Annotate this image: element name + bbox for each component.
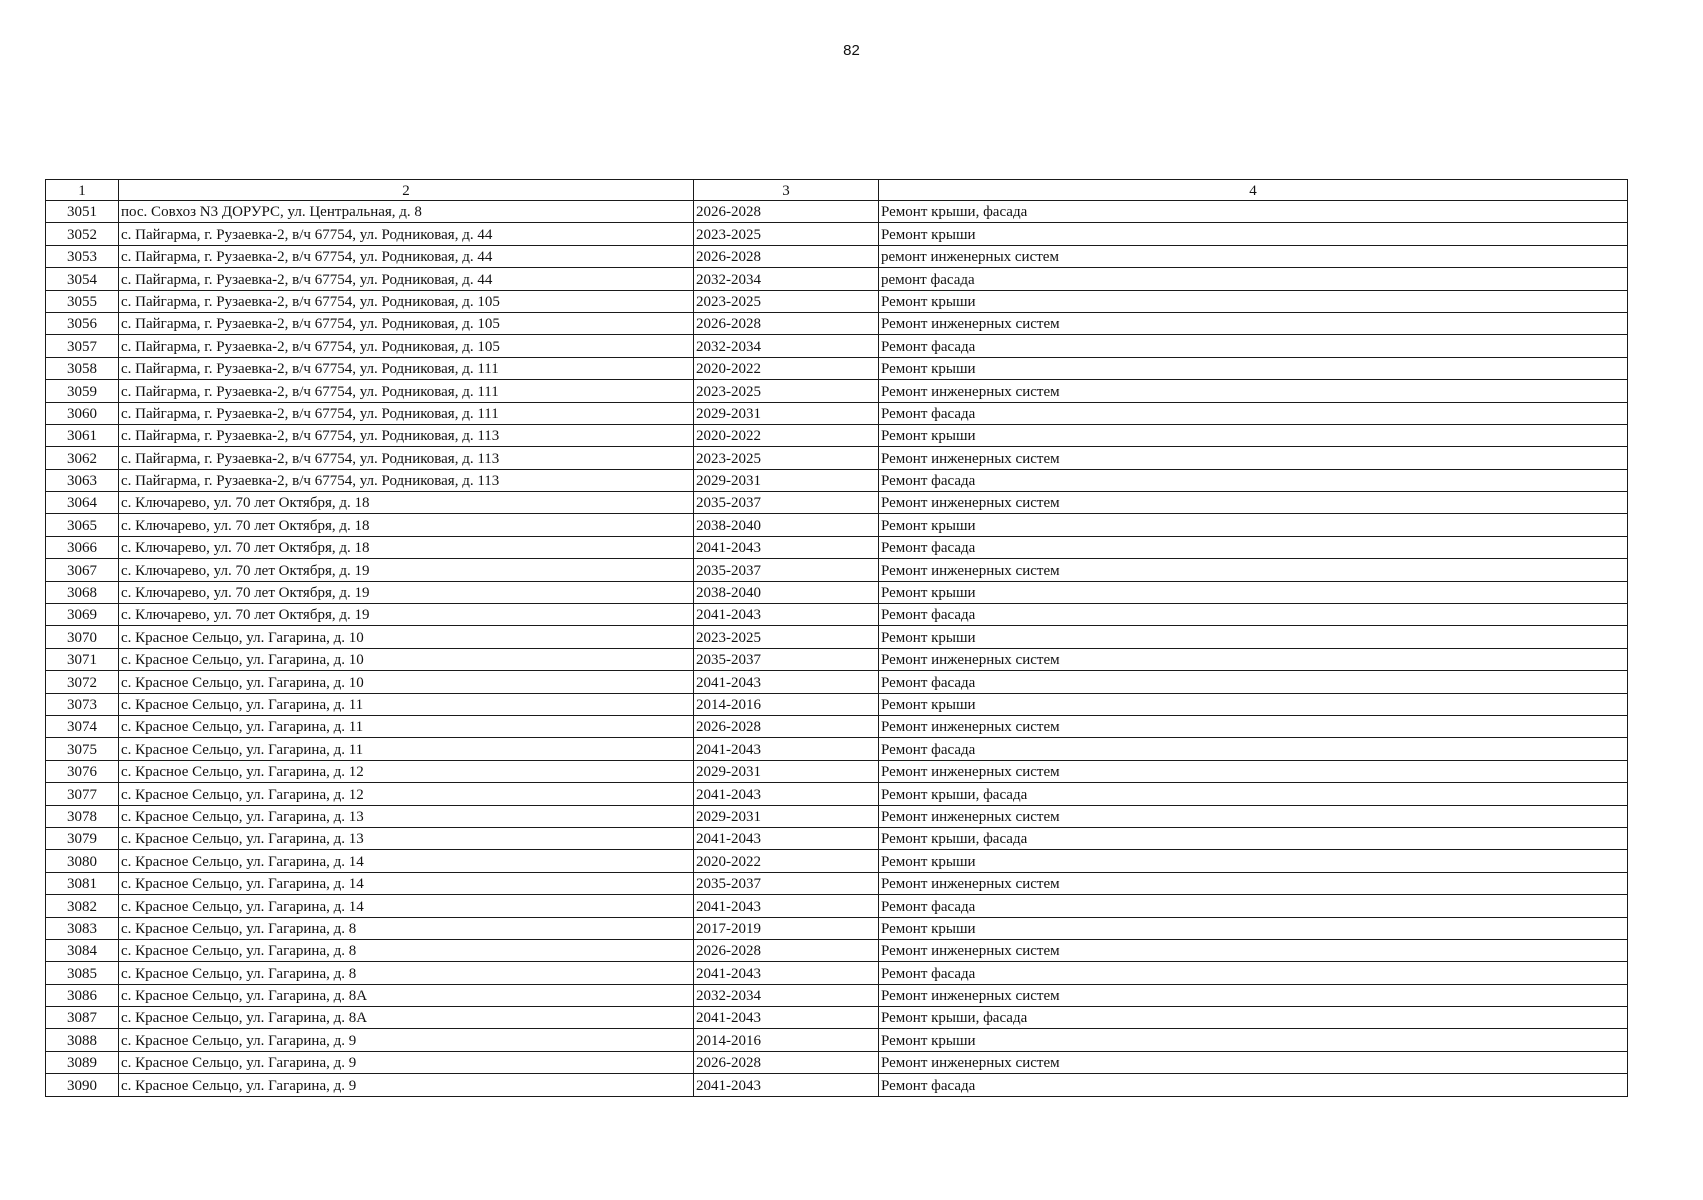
address-cell: с. Красное Сельцо, ул. Гагарина, д. 8А bbox=[119, 1007, 694, 1029]
table-row bbox=[46, 895, 1628, 917]
address-cell: с. Красное Сельцо, ул. Гагарина, д. 11 bbox=[119, 693, 694, 715]
row-number-cell: 3080 bbox=[46, 850, 119, 872]
row-number-cell: 3056 bbox=[46, 312, 119, 334]
address-cell: с. Ключарево, ул. 70 лет Октября, д. 18 bbox=[119, 514, 694, 536]
address-cell: с. Красное Сельцо, ул. Гагарина, д. 8А bbox=[119, 984, 694, 1006]
table-row bbox=[46, 335, 1628, 357]
address-cell: с. Красное Сельцо, ул. Гагарина, д. 13 bbox=[119, 805, 694, 827]
period-cell: 2041-2043 bbox=[694, 536, 879, 558]
row-number-cell: 3064 bbox=[46, 492, 119, 514]
work-type-cell: Ремонт инженерных систем bbox=[879, 760, 1628, 782]
header-col-4: 4 bbox=[879, 180, 1628, 201]
period-cell: 2026-2028 bbox=[694, 312, 879, 334]
period-cell: 2014-2016 bbox=[694, 693, 879, 715]
work-type-cell: Ремонт крыши bbox=[879, 290, 1628, 312]
period-cell: 2035-2037 bbox=[694, 559, 879, 581]
address-cell: с. Пайгарма, г. Рузаевка-2, в/ч 67754, ул. Родниковая, д. 105 bbox=[119, 335, 694, 357]
work-type-cell: Ремонт фасада bbox=[879, 536, 1628, 558]
row-number-cell: 3077 bbox=[46, 783, 119, 805]
work-type-cell: Ремонт инженерных систем bbox=[879, 984, 1628, 1006]
table-row bbox=[46, 962, 1628, 984]
period-cell: 2026-2028 bbox=[694, 715, 879, 737]
row-number-cell: 3075 bbox=[46, 738, 119, 760]
table-row bbox=[46, 1074, 1628, 1096]
address-cell: с. Ключарево, ул. 70 лет Октября, д. 18 bbox=[119, 492, 694, 514]
work-type-cell: Ремонт инженерных систем bbox=[879, 1051, 1628, 1073]
table-row bbox=[46, 984, 1628, 1006]
address-cell: с. Пайгарма, г. Рузаевка-2, в/ч 67754, ул. Родниковая, д. 44 bbox=[119, 245, 694, 267]
row-number-cell: 3083 bbox=[46, 917, 119, 939]
header-row bbox=[46, 180, 1628, 201]
row-number-cell: 3071 bbox=[46, 648, 119, 670]
row-number-cell: 3079 bbox=[46, 827, 119, 849]
table-row bbox=[46, 827, 1628, 849]
table-row bbox=[46, 939, 1628, 961]
page-number: 82 bbox=[843, 42, 860, 59]
work-type-cell: ремонт фасада bbox=[879, 268, 1628, 290]
table-row bbox=[46, 693, 1628, 715]
period-cell: 2023-2025 bbox=[694, 626, 879, 648]
row-number-cell: 3065 bbox=[46, 514, 119, 536]
table-row bbox=[46, 850, 1628, 872]
row-number-cell: 3054 bbox=[46, 268, 119, 290]
work-type-cell: Ремонт инженерных систем bbox=[879, 648, 1628, 670]
row-number-cell: 3062 bbox=[46, 447, 119, 469]
work-type-cell: Ремонт инженерных систем bbox=[879, 872, 1628, 894]
work-type-cell: Ремонт инженерных систем bbox=[879, 939, 1628, 961]
address-cell: с. Пайгарма, г. Рузаевка-2, в/ч 67754, ул. Родниковая, д. 113 bbox=[119, 447, 694, 469]
work-type-cell: Ремонт инженерных систем bbox=[879, 715, 1628, 737]
work-type-cell: Ремонт инженерных систем bbox=[879, 312, 1628, 334]
work-type-cell: Ремонт крыши bbox=[879, 514, 1628, 536]
period-cell: 2038-2040 bbox=[694, 514, 879, 536]
work-type-cell: Ремонт инженерных систем bbox=[879, 380, 1628, 402]
address-cell: с. Красное Сельцо, ул. Гагарина, д. 10 bbox=[119, 648, 694, 670]
row-number-cell: 3057 bbox=[46, 335, 119, 357]
table-row bbox=[46, 1007, 1628, 1029]
row-number-cell: 3063 bbox=[46, 469, 119, 491]
row-number-cell: 3067 bbox=[46, 559, 119, 581]
work-type-cell: Ремонт крыши, фасада bbox=[879, 827, 1628, 849]
table-row bbox=[46, 536, 1628, 558]
period-cell: 2026-2028 bbox=[694, 245, 879, 267]
period-cell: 2032-2034 bbox=[694, 335, 879, 357]
period-cell: 2041-2043 bbox=[694, 604, 879, 626]
work-type-cell: Ремонт крыши bbox=[879, 917, 1628, 939]
row-number-cell: 3061 bbox=[46, 424, 119, 446]
row-number-cell: 3060 bbox=[46, 402, 119, 424]
table-row bbox=[46, 1051, 1628, 1073]
row-number-cell: 3052 bbox=[46, 223, 119, 245]
work-type-cell: Ремонт фасада bbox=[879, 402, 1628, 424]
work-type-cell: Ремонт крыши bbox=[879, 581, 1628, 603]
row-number-cell: 3076 bbox=[46, 760, 119, 782]
address-cell: с. Пайгарма, г. Рузаевка-2, в/ч 67754, ул. Родниковая, д. 44 bbox=[119, 223, 694, 245]
table-row bbox=[46, 872, 1628, 894]
address-cell: с. Красное Сельцо, ул. Гагарина, д. 9 bbox=[119, 1051, 694, 1073]
work-type-cell: Ремонт крыши bbox=[879, 1029, 1628, 1051]
table-row bbox=[46, 715, 1628, 737]
row-number-cell: 3084 bbox=[46, 939, 119, 961]
row-number-cell: 3059 bbox=[46, 380, 119, 402]
table-row bbox=[46, 201, 1628, 223]
row-number-cell: 3058 bbox=[46, 357, 119, 379]
period-cell: 2041-2043 bbox=[694, 1007, 879, 1029]
period-cell: 2020-2022 bbox=[694, 850, 879, 872]
address-cell: с. Красное Сельцо, ул. Гагарина, д. 9 bbox=[119, 1029, 694, 1051]
period-cell: 2041-2043 bbox=[694, 1074, 879, 1096]
address-cell: с. Красное Сельцо, ул. Гагарина, д. 11 bbox=[119, 715, 694, 737]
row-number-cell: 3086 bbox=[46, 984, 119, 1006]
row-number-cell: 3085 bbox=[46, 962, 119, 984]
work-type-cell: Ремонт инженерных систем bbox=[879, 559, 1628, 581]
table-body bbox=[46, 201, 1628, 1097]
row-number-cell: 3078 bbox=[46, 805, 119, 827]
work-type-cell: Ремонт фасада bbox=[879, 335, 1628, 357]
address-cell: с. Красное Сельцо, ул. Гагарина, д. 12 bbox=[119, 783, 694, 805]
period-cell: 2032-2034 bbox=[694, 984, 879, 1006]
work-type-cell: Ремонт фасада bbox=[879, 1074, 1628, 1096]
table-row bbox=[46, 805, 1628, 827]
work-type-cell: Ремонт инженерных систем bbox=[879, 805, 1628, 827]
work-type-cell: Ремонт фасада bbox=[879, 671, 1628, 693]
table-row bbox=[46, 469, 1628, 491]
address-cell: с. Пайгарма, г. Рузаевка-2, в/ч 67754, ул. Родниковая, д. 113 bbox=[119, 469, 694, 491]
row-number-cell: 3090 bbox=[46, 1074, 119, 1096]
address-cell: с. Красное Сельцо, ул. Гагарина, д. 8 bbox=[119, 917, 694, 939]
address-cell: с. Красное Сельцо, ул. Гагарина, д. 12 bbox=[119, 760, 694, 782]
work-type-cell: Ремонт крыши, фасада bbox=[879, 783, 1628, 805]
table-row bbox=[46, 312, 1628, 334]
table-row bbox=[46, 402, 1628, 424]
row-number-cell: 3055 bbox=[46, 290, 119, 312]
table-row bbox=[46, 648, 1628, 670]
header-col-1: 1 bbox=[46, 180, 119, 201]
address-cell: с. Пайгарма, г. Рузаевка-2, в/ч 67754, ул. Родниковая, д. 111 bbox=[119, 402, 694, 424]
row-number-cell: 3069 bbox=[46, 604, 119, 626]
address-cell: с. Красное Сельцо, ул. Гагарина, д. 10 bbox=[119, 671, 694, 693]
period-cell: 2041-2043 bbox=[694, 738, 879, 760]
row-number-cell: 3051 bbox=[46, 201, 119, 223]
period-cell: 2023-2025 bbox=[694, 223, 879, 245]
row-number-cell: 3072 bbox=[46, 671, 119, 693]
address-cell: с. Красное Сельцо, ул. Гагарина, д. 13 bbox=[119, 827, 694, 849]
table-row bbox=[46, 783, 1628, 805]
period-cell: 2035-2037 bbox=[694, 648, 879, 670]
period-cell: 2041-2043 bbox=[694, 962, 879, 984]
address-cell: с. Пайгарма, г. Рузаевка-2, в/ч 67754, ул. Родниковая, д. 113 bbox=[119, 424, 694, 446]
address-cell: с. Пайгарма, г. Рузаевка-2, в/ч 67754, ул. Родниковая, д. 105 bbox=[119, 290, 694, 312]
address-cell: с. Красное Сельцо, ул. Гагарина, д. 14 bbox=[119, 872, 694, 894]
period-cell: 2029-2031 bbox=[694, 805, 879, 827]
work-type-cell: Ремонт инженерных систем bbox=[879, 447, 1628, 469]
period-cell: 2032-2034 bbox=[694, 268, 879, 290]
table-header bbox=[46, 180, 1628, 201]
address-cell: с. Ключарево, ул. 70 лет Октября, д. 19 bbox=[119, 604, 694, 626]
work-type-cell: Ремонт фасада bbox=[879, 962, 1628, 984]
period-cell: 2020-2022 bbox=[694, 424, 879, 446]
period-cell: 2041-2043 bbox=[694, 895, 879, 917]
row-number-cell: 3088 bbox=[46, 1029, 119, 1051]
period-cell: 2020-2022 bbox=[694, 357, 879, 379]
table-row bbox=[46, 357, 1628, 379]
period-cell: 2035-2037 bbox=[694, 492, 879, 514]
address-cell: с. Красное Сельцо, ул. Гагарина, д. 11 bbox=[119, 738, 694, 760]
address-cell: с. Красное Сельцо, ул. Гагарина, д. 14 bbox=[119, 850, 694, 872]
address-cell: с. Красное Сельцо, ул. Гагарина, д. 14 bbox=[119, 895, 694, 917]
row-number-cell: 3074 bbox=[46, 715, 119, 737]
table-row bbox=[46, 447, 1628, 469]
work-type-cell: Ремонт крыши bbox=[879, 424, 1628, 446]
table-row bbox=[46, 738, 1628, 760]
work-type-cell: Ремонт крыши bbox=[879, 223, 1628, 245]
row-number-cell: 3053 bbox=[46, 245, 119, 267]
table-row bbox=[46, 223, 1628, 245]
period-cell: 2026-2028 bbox=[694, 201, 879, 223]
repair-schedule-table bbox=[45, 179, 1628, 1097]
address-cell: с. Красное Сельцо, ул. Гагарина, д. 9 bbox=[119, 1074, 694, 1096]
period-cell: 2023-2025 bbox=[694, 447, 879, 469]
address-cell: с. Пайгарма, г. Рузаевка-2, в/ч 67754, ул. Родниковая, д. 111 bbox=[119, 380, 694, 402]
period-cell: 2023-2025 bbox=[694, 380, 879, 402]
table-row bbox=[46, 268, 1628, 290]
period-cell: 2023-2025 bbox=[694, 290, 879, 312]
work-type-cell: Ремонт фасада bbox=[879, 469, 1628, 491]
address-cell: с. Красное Сельцо, ул. Гагарина, д. 10 bbox=[119, 626, 694, 648]
header-col-3: 3 bbox=[694, 180, 879, 201]
work-type-cell: Ремонт крыши, фасада bbox=[879, 1007, 1628, 1029]
period-cell: 2029-2031 bbox=[694, 469, 879, 491]
period-cell: 2035-2037 bbox=[694, 872, 879, 894]
period-cell: 2041-2043 bbox=[694, 783, 879, 805]
table-row bbox=[46, 424, 1628, 446]
address-cell: с. Ключарево, ул. 70 лет Октября, д. 19 bbox=[119, 581, 694, 603]
row-number-cell: 3087 bbox=[46, 1007, 119, 1029]
row-number-cell: 3073 bbox=[46, 693, 119, 715]
table-row bbox=[46, 1029, 1628, 1051]
address-cell: с. Пайгарма, г. Рузаевка-2, в/ч 67754, ул. Родниковая, д. 111 bbox=[119, 357, 694, 379]
address-cell: с. Пайгарма, г. Рузаевка-2, в/ч 67754, ул. Родниковая, д. 105 bbox=[119, 312, 694, 334]
row-number-cell: 3081 bbox=[46, 872, 119, 894]
table-row bbox=[46, 917, 1628, 939]
table-row bbox=[46, 380, 1628, 402]
address-cell: с. Ключарево, ул. 70 лет Октября, д. 19 bbox=[119, 559, 694, 581]
address-cell: с. Ключарево, ул. 70 лет Октября, д. 18 bbox=[119, 536, 694, 558]
row-number-cell: 3089 bbox=[46, 1051, 119, 1073]
work-type-cell: Ремонт фасада bbox=[879, 895, 1628, 917]
work-type-cell: Ремонт инженерных систем bbox=[879, 492, 1628, 514]
table-row bbox=[46, 581, 1628, 603]
table-row bbox=[46, 626, 1628, 648]
address-cell: с. Пайгарма, г. Рузаевка-2, в/ч 67754, ул. Родниковая, д. 44 bbox=[119, 268, 694, 290]
period-cell: 2041-2043 bbox=[694, 671, 879, 693]
table-row bbox=[46, 671, 1628, 693]
work-type-cell: ремонт инженерных систем bbox=[879, 245, 1628, 267]
table-row bbox=[46, 514, 1628, 536]
header-col-2: 2 bbox=[119, 180, 694, 201]
work-type-cell: Ремонт крыши bbox=[879, 357, 1628, 379]
work-type-cell: Ремонт фасада bbox=[879, 604, 1628, 626]
address-cell: с. Красное Сельцо, ул. Гагарина, д. 8 bbox=[119, 939, 694, 961]
work-type-cell: Ремонт крыши, фасада bbox=[879, 201, 1628, 223]
row-number-cell: 3070 bbox=[46, 626, 119, 648]
period-cell: 2029-2031 bbox=[694, 760, 879, 782]
row-number-cell: 3068 bbox=[46, 581, 119, 603]
table-row bbox=[46, 604, 1628, 626]
period-cell: 2029-2031 bbox=[694, 402, 879, 424]
period-cell: 2026-2028 bbox=[694, 1051, 879, 1073]
period-cell: 2026-2028 bbox=[694, 939, 879, 961]
period-cell: 2014-2016 bbox=[694, 1029, 879, 1051]
address-cell: с. Красное Сельцо, ул. Гагарина, д. 8 bbox=[119, 962, 694, 984]
address-cell: пос. Совхоз N3 ДОРУРС, ул. Центральная, д. 8 bbox=[119, 201, 694, 223]
table-row bbox=[46, 559, 1628, 581]
row-number-cell: 3082 bbox=[46, 895, 119, 917]
work-type-cell: Ремонт крыши bbox=[879, 693, 1628, 715]
period-cell: 2017-2019 bbox=[694, 917, 879, 939]
work-type-cell: Ремонт фасада bbox=[879, 738, 1628, 760]
work-type-cell: Ремонт крыши bbox=[879, 626, 1628, 648]
table-row bbox=[46, 290, 1628, 312]
table-row bbox=[46, 245, 1628, 267]
work-type-cell: Ремонт крыши bbox=[879, 850, 1628, 872]
table-row bbox=[46, 492, 1628, 514]
row-number-cell: 3066 bbox=[46, 536, 119, 558]
table-row bbox=[46, 760, 1628, 782]
period-cell: 2038-2040 bbox=[694, 581, 879, 603]
period-cell: 2041-2043 bbox=[694, 827, 879, 849]
